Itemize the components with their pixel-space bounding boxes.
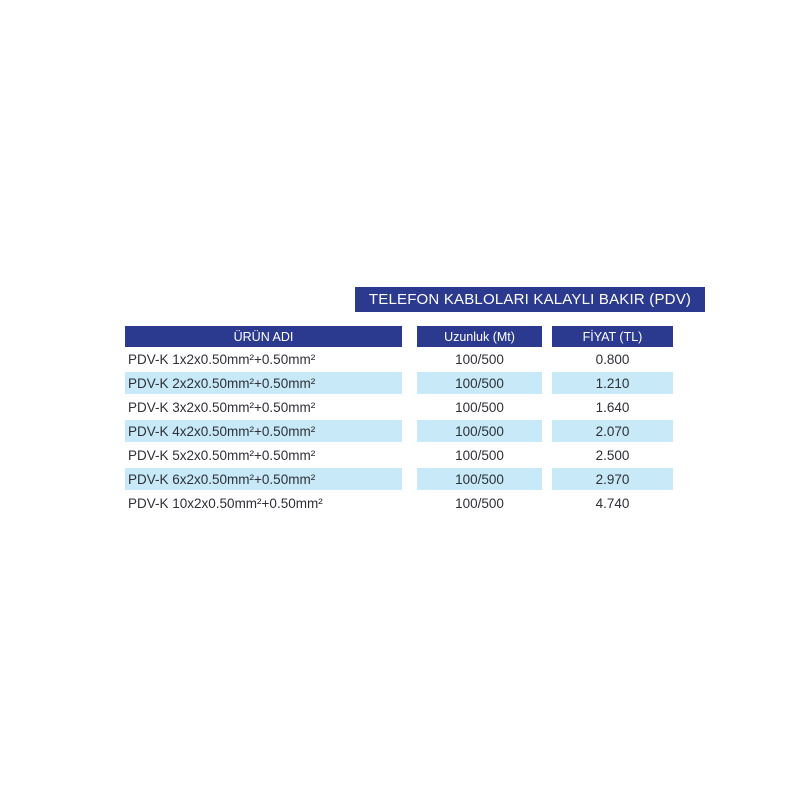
length-value: 100/500 <box>455 351 504 367</box>
product-name: PDV-K 2x2x0.50mm²+0.50mm² <box>125 372 402 394</box>
table-row <box>125 420 673 442</box>
price-value: 2.970 <box>552 468 673 490</box>
section-title-bar <box>355 287 705 312</box>
price-value: 2.070 <box>552 420 673 442</box>
length-value: 100/500 <box>455 399 504 415</box>
price-value: 2.500 <box>595 447 630 463</box>
product-name: PDV-K 6x2x0.50mm²+0.50mm² <box>125 468 402 490</box>
table-row <box>125 492 673 514</box>
product-name: PDV-K 1x2x0.50mm²+0.50mm² <box>128 351 316 367</box>
table-row <box>125 348 673 370</box>
column-header-uzunluk: Uzunluk (Mt) <box>417 326 542 347</box>
length-value: 100/500 <box>417 420 542 442</box>
table-row <box>125 372 673 394</box>
price-value: 1.640 <box>595 399 630 415</box>
product-name: PDV-K 10x2x0.50mm²+0.50mm² <box>128 495 323 511</box>
price-value: 4.740 <box>595 495 630 511</box>
length-value: 100/500 <box>417 372 542 394</box>
price-value: 0.800 <box>595 351 630 367</box>
table-row <box>125 444 673 466</box>
table-row <box>125 396 673 418</box>
price-table <box>125 326 673 516</box>
table-row <box>125 468 673 490</box>
length-value: 100/500 <box>455 447 504 463</box>
length-value: 100/500 <box>455 495 504 511</box>
product-name: PDV-K 5x2x0.50mm²+0.50mm² <box>128 447 316 463</box>
column-header-urun-adi: ÜRÜN ADI <box>125 326 402 347</box>
product-name: PDV-K 3x2x0.50mm²+0.50mm² <box>128 399 316 415</box>
product-name: PDV-K 4x2x0.50mm²+0.50mm² <box>125 420 402 442</box>
column-header-fiyat: FİYAT (TL) <box>552 326 673 347</box>
section-title: TELEFON KABLOLARI KALAYLI BAKIR (PDV) <box>368 291 692 308</box>
table-header-row <box>125 326 673 347</box>
length-value: 100/500 <box>417 468 542 490</box>
price-value: 1.210 <box>552 372 673 394</box>
